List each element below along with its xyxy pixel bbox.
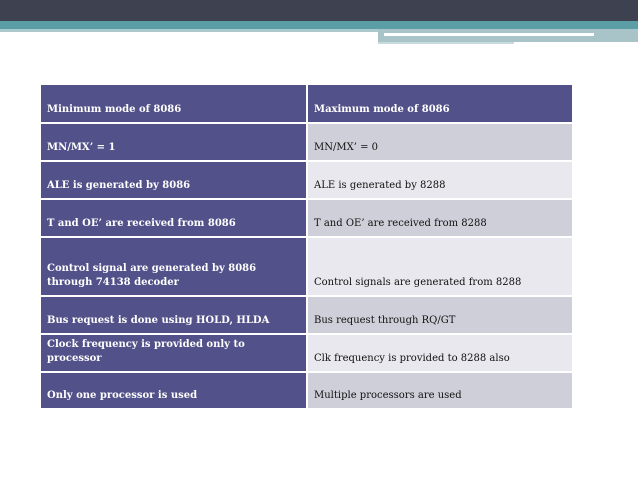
minimum-mode-cell: Clock frequency is provided only to processor [41, 334, 307, 372]
table-row [41, 123, 572, 161]
table-row [41, 296, 572, 334]
table-row [41, 199, 572, 237]
minimum-mode-cell: MN/MX’ = 1 [41, 123, 307, 161]
maximum-mode-cell: Control signals are generated from 8288 [307, 237, 572, 296]
slide-header-dark-band [0, 0, 638, 21]
minimum-mode-cell: ALE is generated by 8086 [41, 161, 307, 199]
maximum-mode-cell: Multiple processors are used [307, 372, 572, 409]
slide-header-accent-highlight [384, 33, 594, 36]
minimum-mode-cell: Only one processor is used [41, 372, 307, 409]
table-row [41, 334, 572, 372]
header-minimum-mode: Minimum mode of 8086 [41, 85, 307, 123]
mode-comparison-table [41, 85, 572, 410]
minimum-mode-cell: Bus request is done using HOLD, HLDA [41, 296, 307, 334]
maximum-mode-cell: T and OE’ are received from 8288 [307, 199, 572, 237]
slide-header-accent-underline [378, 42, 514, 44]
maximum-mode-cell: ALE is generated by 8288 [307, 161, 572, 199]
maximum-mode-cell: MN/MX’ = 0 [307, 123, 572, 161]
minimum-mode-cell: Control signal are generated by 8086 through 74138 decoder [41, 237, 307, 296]
slide-header-teal-band [0, 21, 638, 29]
minimum-mode-cell: T and OE’ are received from 8086 [41, 199, 307, 237]
maximum-mode-cell: Bus request through RQ/GT [307, 296, 572, 334]
maximum-mode-cell: Clk frequency is provided to 8288 also [307, 334, 572, 372]
table-header-row [41, 85, 572, 123]
header-maximum-mode: Maximum mode of 8086 [307, 85, 572, 123]
slide-header-accent-line [0, 29, 380, 32]
table-row [41, 161, 572, 199]
table-row [41, 372, 572, 409]
table-row [41, 237, 572, 296]
